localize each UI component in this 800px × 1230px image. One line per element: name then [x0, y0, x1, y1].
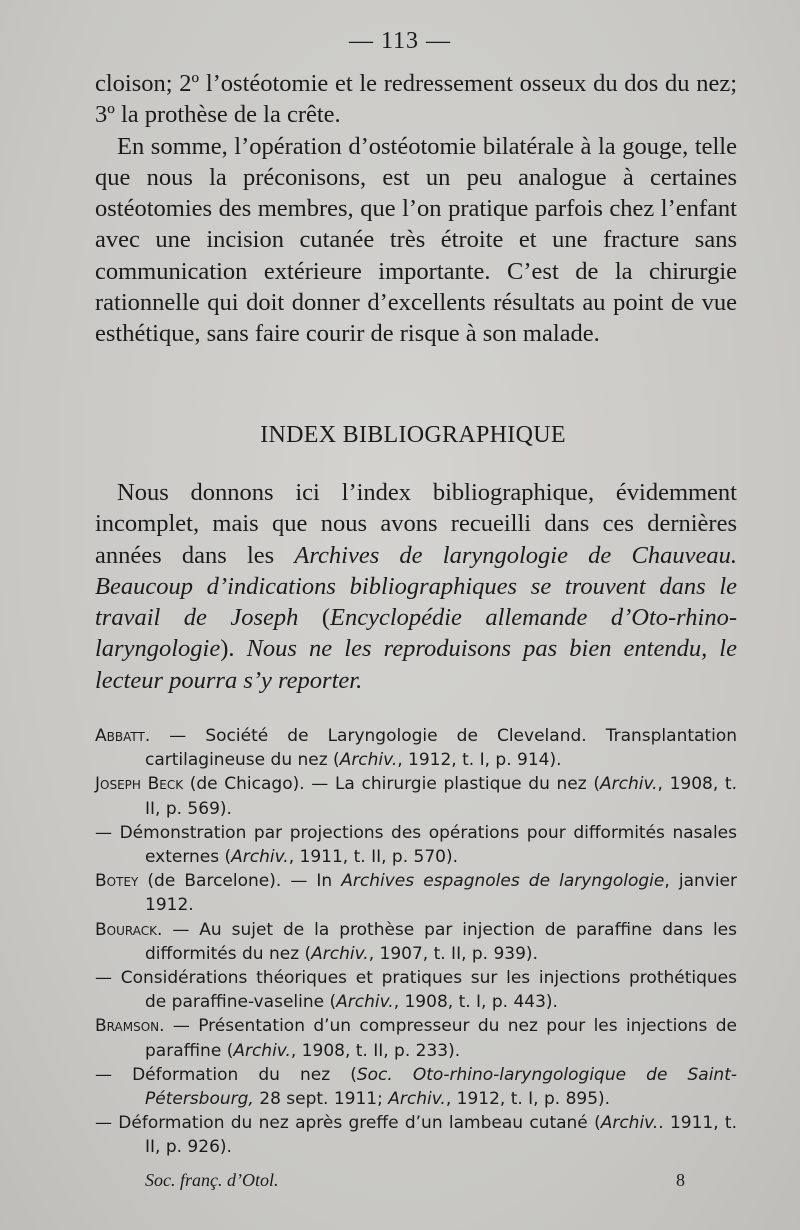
entry-author: Bramson.	[95, 1016, 165, 1037]
intro-text: ).	[220, 635, 247, 663]
entry-author: Joseph Beck	[95, 774, 184, 795]
paragraph: cloison; 2º l’ostéotomie et le redressement osseux du dos du nez; 3º la prothèse de la crête.	[95, 70, 737, 129]
entry-text: , 1908, t. I, p. 443).	[393, 992, 558, 1013]
entry-source: Archiv.	[231, 847, 289, 868]
entry-text: , 1911, t. II, p. 570).	[288, 847, 458, 868]
entry-text: , 1912, t. I, p. 895).	[445, 1089, 611, 1110]
intro-italic: Archives de laryngologie de Chauveau. Beaucoup d’indications bibliographiques se trouvent dans le travail de Joseph	[95, 541, 737, 632]
bibliography-entry	[95, 821, 737, 869]
bibliography-entry	[95, 1111, 737, 1159]
entry-text: 28 sept. 1911;	[253, 1089, 389, 1110]
entry-text: — Déformation du nez après greffe d’un lambeau cutané (	[95, 1113, 601, 1134]
entry-text: (de Barcelone). — In	[138, 871, 342, 892]
entry-text: — Au sujet de la prothèse par injection de paraffine dans les difformités du nez (	[145, 919, 737, 964]
intro-paragraph	[95, 477, 737, 696]
intro-italic: Nous ne les reproduisons pas bien entendu, le lecteur pourra s’y reporter.	[95, 635, 737, 694]
entry-text: . 1911, t. II, p. 926).	[145, 1113, 737, 1158]
entry-source: Archiv.	[600, 1113, 659, 1134]
entry-text: — Présentation d’un compresseur du nez pour les injections de paraffine (	[145, 1016, 737, 1061]
intro-text: Nous donnons ici l’index bibliographique, évidemment incomplet, mais que nous avons recueilli dans ces dernières années dans les	[95, 479, 737, 569]
entry-source: Archiv.	[388, 1089, 446, 1110]
footer-signature: Soc. franç. d’Otol.	[145, 1170, 279, 1190]
entry-source: Archiv.	[311, 943, 369, 964]
entry-text: — Société de Laryngologie de Cleveland. Transplantation cartilagineuse du nez (	[145, 726, 737, 771]
bibliography-entry	[95, 918, 737, 966]
entry-author: Botey	[95, 871, 139, 892]
paragraph: En somme, l’opération d’ostéotomie bilatérale à la gouge, telle que nous la préconisons, est un peu analogue à certaines ostéotomies des membres, que l’on pratique parfois chez l’enfant avec une incision cutanée très étroite et une fracture sans communication extérieure importante. C’est de la chirurgie rationnelle qui doit donner d’excellents résultats au point de vue esthétique, sans faire courir de risque à son malade.	[95, 132, 737, 348]
bibliography-entry	[95, 1063, 737, 1111]
bibliography-entry	[95, 966, 737, 1014]
entry-text: , 1907, t. II, p. 939).	[368, 943, 538, 964]
entry-author: Bourack.	[95, 919, 163, 940]
entry-text: — Déformation du nez (	[95, 1064, 357, 1085]
page-footer	[145, 1170, 685, 1191]
entry-source: Archiv.	[339, 750, 398, 771]
section-heading: INDEX BIBLIOGRAPHIQUE	[260, 422, 566, 448]
entry-source: Archives espagnoles de laryngologie	[341, 871, 665, 892]
entry-author: Abbatt.	[95, 726, 151, 746]
entry-text: (de Chicago). — La chirurgie plastique du nez (	[183, 774, 600, 795]
entry-text: — Démonstration par projections des opérations pour difformités nasales externes (	[95, 822, 737, 868]
entry-source: Archiv.	[336, 992, 394, 1013]
entry-text: — Considérations théoriques et pratiques sur les injections prothétiques de paraffine-vaseline (	[95, 968, 737, 1013]
bibliography-entry	[95, 724, 737, 772]
entry-source: Soc. Oto-rhino-laryngologique de Saint-Pétersbourg,	[145, 1064, 738, 1110]
bibliography-list	[95, 724, 737, 1160]
body-text	[95, 68, 737, 350]
entry-source: Archiv.	[599, 774, 658, 795]
bibliography-entry	[95, 772, 737, 820]
bibliography-entry	[95, 1014, 737, 1062]
intro-text: (	[298, 604, 330, 632]
entry-text: , 1908, t. II, p. 569).	[145, 774, 737, 819]
entry-text: , 1908, t. II, p. 233).	[290, 1040, 461, 1061]
page-number: — 113 —	[348, 28, 452, 54]
footer-sheet-number: 8	[676, 1170, 685, 1190]
intro-italic: Encyclopédie allemande d’Oto-rhino-laryngologie	[95, 604, 737, 663]
bibliography-entry	[95, 869, 737, 917]
entry-text: , 1912, t. I, p. 914).	[397, 750, 562, 771]
entry-source: Archiv.	[233, 1040, 291, 1061]
entry-text: , janvier 1912.	[145, 871, 737, 916]
